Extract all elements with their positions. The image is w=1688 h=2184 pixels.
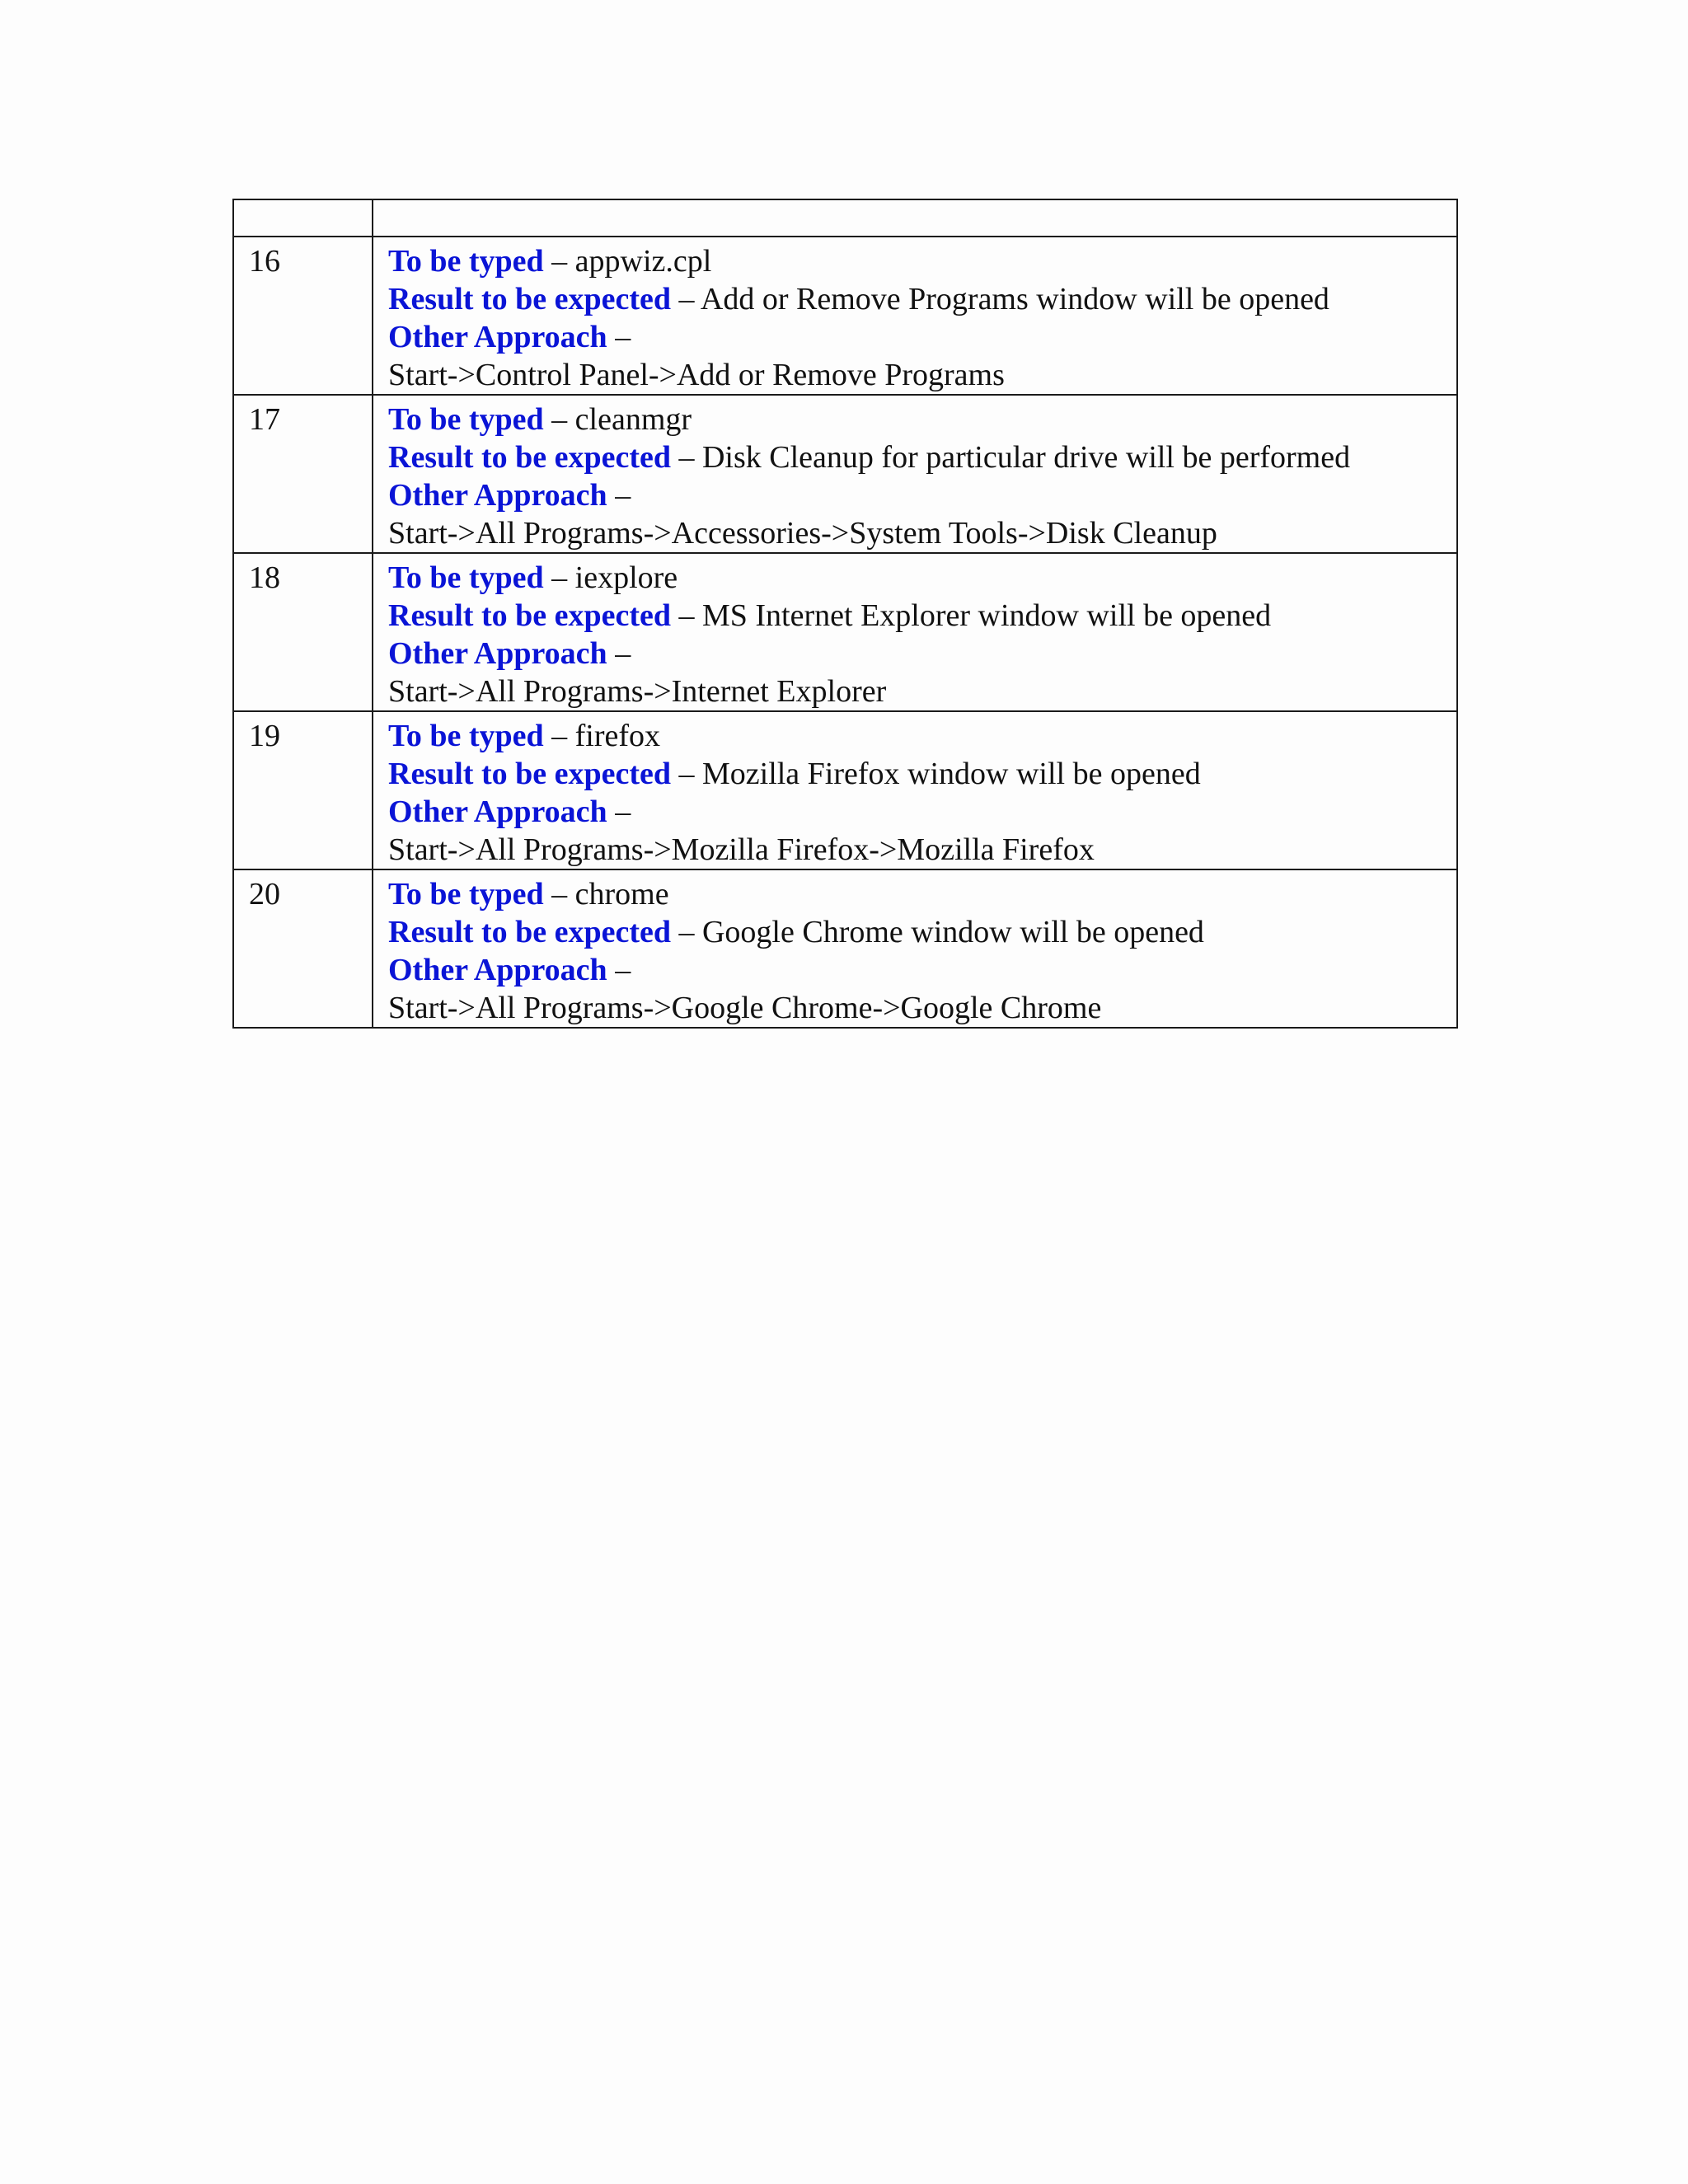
row-content (373, 395, 1457, 553)
dash-separator: – (670, 915, 702, 949)
dash-separator: – (543, 560, 575, 595)
typed-value: iexplore (574, 560, 678, 595)
typed-label: To be typed (388, 244, 544, 279)
table-body (233, 199, 1457, 1028)
other-approach-line (388, 793, 1453, 831)
row-number: 19 (233, 711, 373, 869)
table-row (233, 553, 1457, 711)
other-approach-line (388, 476, 1453, 514)
result-value: MS Internet Explorer window will be opened (701, 598, 1272, 633)
other-approach-line (388, 951, 1453, 989)
typed-label: To be typed (388, 402, 544, 437)
result-label: Result to be expected (388, 440, 671, 475)
result-label: Result to be expected (388, 915, 671, 949)
typed-line (388, 401, 1453, 438)
dash-separator: – (543, 244, 575, 279)
result-value: Google Chrome window will be opened (701, 915, 1204, 949)
row-number: 16 (233, 237, 373, 395)
typed-value: chrome (574, 877, 669, 912)
other-approach-line (388, 635, 1453, 673)
other-approach-label: Other Approach (388, 478, 607, 513)
typed-line (388, 559, 1453, 597)
table-row (233, 711, 1457, 869)
row-content (373, 237, 1457, 395)
typed-label: To be typed (388, 719, 544, 753)
dash-separator: – (607, 794, 631, 829)
result-line (388, 280, 1453, 318)
path-line: Start->All Programs->Google Chrome->Google Chrome (388, 991, 1102, 1025)
result-label: Result to be expected (388, 757, 671, 791)
path-line: Start->All Programs->Accessories->System Tools->Disk Cleanup (388, 516, 1217, 551)
row-number: 17 (233, 395, 373, 553)
dash-separator: – (607, 636, 631, 671)
table-row (233, 395, 1457, 553)
dash-separator: – (670, 598, 702, 633)
row-content (373, 553, 1457, 711)
path-line: Start->Control Panel->Add or Remove Programs (388, 358, 1005, 392)
typed-value: firefox (574, 719, 661, 753)
typed-value: appwiz.cpl (574, 244, 712, 279)
row-content (373, 711, 1457, 869)
header-row-empty (233, 199, 1457, 237)
empty-cell-content (373, 199, 1457, 237)
dash-separator: – (607, 953, 631, 987)
typed-label: To be typed (388, 560, 544, 595)
typed-line (388, 875, 1453, 913)
dash-separator: – (607, 478, 631, 513)
empty-cell-number (233, 199, 373, 237)
result-line (388, 755, 1453, 793)
result-value: Mozilla Firefox window will be opened (701, 757, 1201, 791)
row-content (373, 869, 1457, 1028)
result-line (388, 438, 1453, 476)
table-row (233, 869, 1457, 1028)
typed-line (388, 717, 1453, 755)
result-value: Add or Remove Programs window will be opened (700, 282, 1329, 316)
path-line: Start->All Programs->Mozilla Firefox->Mozilla Firefox (388, 832, 1095, 867)
other-approach-label: Other Approach (388, 320, 607, 354)
path-line: Start->All Programs->Internet Explorer (388, 674, 887, 709)
result-line (388, 913, 1453, 951)
dash-separator: – (670, 440, 702, 475)
dash-separator: – (607, 320, 631, 354)
row-number: 20 (233, 869, 373, 1028)
dash-separator: – (670, 282, 701, 316)
dash-separator: – (670, 757, 702, 791)
typed-line (388, 242, 1453, 280)
other-approach-label: Other Approach (388, 636, 607, 671)
row-number: 18 (233, 553, 373, 711)
typed-value: cleanmgr (574, 402, 692, 437)
result-label: Result to be expected (388, 598, 671, 633)
dash-separator: – (543, 402, 575, 437)
dash-separator: – (543, 877, 575, 912)
table-row (233, 237, 1457, 395)
other-approach-line (388, 318, 1453, 356)
result-value: Disk Cleanup for particular drive will be performed (701, 440, 1351, 475)
other-approach-label: Other Approach (388, 953, 607, 987)
result-label: Result to be expected (388, 282, 671, 316)
result-line (388, 597, 1453, 635)
dash-separator: – (543, 719, 575, 753)
typed-label: To be typed (388, 877, 544, 912)
commands-table (232, 199, 1458, 1029)
other-approach-label: Other Approach (388, 794, 607, 829)
